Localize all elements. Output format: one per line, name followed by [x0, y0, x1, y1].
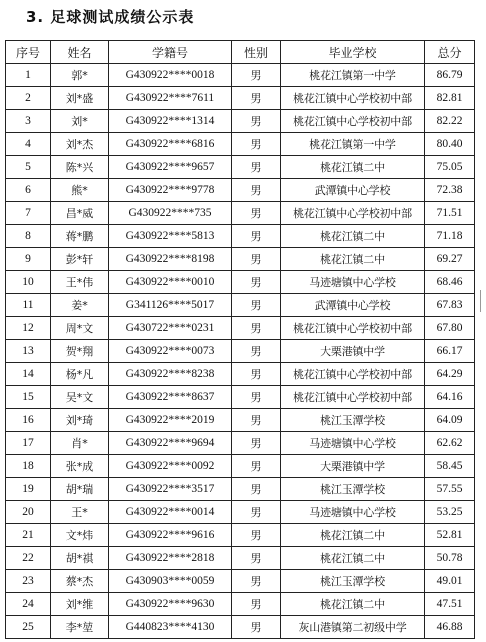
student-id-cell: G440823****4130: [109, 616, 232, 639]
total-score-cell: 66.17: [425, 340, 475, 363]
gender-cell: 男: [232, 156, 281, 179]
total-score-cell: 50.78: [425, 547, 475, 570]
table-row: [6, 340, 475, 363]
student-id-cell: G430903****0059: [109, 570, 232, 593]
row-index-cell: 25: [6, 616, 51, 639]
gender-cell: 男: [232, 317, 281, 340]
student-name-cell: 刘*盛: [51, 87, 109, 110]
row-index-cell: 6: [6, 179, 51, 202]
student-id-cell: G430922****9630: [109, 593, 232, 616]
table-row: [6, 87, 475, 110]
total-score-cell: 53.25: [425, 501, 475, 524]
table-row: [6, 225, 475, 248]
student-id-cell: G430922****9694: [109, 432, 232, 455]
school-cell: 大栗港镇中学: [281, 455, 425, 478]
table-row: [6, 455, 475, 478]
gender-cell: 男: [232, 87, 281, 110]
student-id-cell: G430922****2818: [109, 547, 232, 570]
school-cell: 桃江玉潭学校: [281, 570, 425, 593]
table-row: [6, 248, 475, 271]
table-row: [6, 202, 475, 225]
student-id-cell: G430922****9616: [109, 524, 232, 547]
student-name-cell: 刘*维: [51, 593, 109, 616]
school-cell: 桃花江镇二中: [281, 156, 425, 179]
school-cell: 桃花江镇中心学校初中部: [281, 317, 425, 340]
gender-cell: 男: [232, 248, 281, 271]
student-name-cell: 李*堃: [51, 616, 109, 639]
gender-cell: 男: [232, 340, 281, 363]
row-index-cell: 8: [6, 225, 51, 248]
gender-cell: 男: [232, 455, 281, 478]
table-body: [6, 64, 475, 639]
school-cell: 马迹塘镇中心学校: [281, 271, 425, 294]
student-id-cell: G430922****6816: [109, 133, 232, 156]
gender-cell: 男: [232, 570, 281, 593]
total-score-cell: 82.81: [425, 87, 475, 110]
table-row: [6, 179, 475, 202]
table-row: [6, 294, 475, 317]
student-id-cell: G430922****8637: [109, 386, 232, 409]
total-score-cell: 69.27: [425, 248, 475, 271]
student-id-cell: G341126****5017: [109, 294, 232, 317]
row-index-cell: 10: [6, 271, 51, 294]
table-row: [6, 64, 475, 87]
student-id-cell: G430922****0010: [109, 271, 232, 294]
student-id-cell: G430922****0092: [109, 455, 232, 478]
row-index-cell: 19: [6, 478, 51, 501]
gender-cell: 男: [232, 225, 281, 248]
school-cell: 桃花江镇中心学校初中部: [281, 110, 425, 133]
total-score-cell: 57.55: [425, 478, 475, 501]
gender-cell: 男: [232, 294, 281, 317]
student-name-cell: 蔡*杰: [51, 570, 109, 593]
school-cell: 桃花江镇第一中学: [281, 133, 425, 156]
total-score-cell: 64.29: [425, 363, 475, 386]
table-row: [6, 570, 475, 593]
gender-cell: 男: [232, 501, 281, 524]
table-row: [6, 156, 475, 179]
row-index-cell: 17: [6, 432, 51, 455]
student-id-cell: G430922****0014: [109, 501, 232, 524]
gender-cell: 男: [232, 64, 281, 87]
school-cell: 桃花江镇中心学校初中部: [281, 87, 425, 110]
total-score-cell: 86.79: [425, 64, 475, 87]
total-score-cell: 64.16: [425, 386, 475, 409]
page-title: 3. 足球测试成绩公示表: [26, 8, 195, 26]
school-cell: 桃花江镇二中: [281, 225, 425, 248]
school-cell: 桃花江镇二中: [281, 524, 425, 547]
row-index-cell: 22: [6, 547, 51, 570]
student-name-cell: 杨*凡: [51, 363, 109, 386]
student-id-cell: G430922****9657: [109, 156, 232, 179]
row-index-cell: 24: [6, 593, 51, 616]
student-id-cell: G430922****735: [109, 202, 232, 225]
total-score-cell: 49.01: [425, 570, 475, 593]
total-score-cell: 82.22: [425, 110, 475, 133]
row-index-cell: 5: [6, 156, 51, 179]
table-row: [6, 363, 475, 386]
row-index-cell: 13: [6, 340, 51, 363]
student-id-cell: G430922****0073: [109, 340, 232, 363]
student-id-cell: G430922****8198: [109, 248, 232, 271]
table-row: [6, 271, 475, 294]
total-score-cell: 67.80: [425, 317, 475, 340]
row-index-cell: 23: [6, 570, 51, 593]
column-header-gender: 性别: [232, 41, 281, 64]
table-row: [6, 616, 475, 639]
student-name-cell: 王*伟: [51, 271, 109, 294]
gender-cell: 男: [232, 593, 281, 616]
row-index-cell: 2: [6, 87, 51, 110]
gender-cell: 男: [232, 616, 281, 639]
school-cell: 桃花江镇中心学校初中部: [281, 386, 425, 409]
student-id-cell: G430922****1314: [109, 110, 232, 133]
total-score-cell: 71.18: [425, 225, 475, 248]
student-name-cell: 张*成: [51, 455, 109, 478]
row-index-cell: 3: [6, 110, 51, 133]
student-name-cell: 王*: [51, 501, 109, 524]
school-cell: 武潭镇中心学校: [281, 294, 425, 317]
table-row: [6, 133, 475, 156]
table-row: [6, 478, 475, 501]
row-index-cell: 18: [6, 455, 51, 478]
total-score-cell: 71.51: [425, 202, 475, 225]
student-name-cell: 肖*: [51, 432, 109, 455]
school-cell: 桃江玉潭学校: [281, 409, 425, 432]
student-name-cell: 蒋*鹏: [51, 225, 109, 248]
row-index-cell: 16: [6, 409, 51, 432]
column-header-name: 姓名: [51, 41, 109, 64]
table-row: [6, 110, 475, 133]
student-name-cell: 姜*: [51, 294, 109, 317]
column-header-school: 毕业学校: [281, 41, 425, 64]
row-index-cell: 4: [6, 133, 51, 156]
school-cell: 马迹塘镇中心学校: [281, 432, 425, 455]
gender-cell: 男: [232, 386, 281, 409]
total-score-cell: 64.09: [425, 409, 475, 432]
row-index-cell: 21: [6, 524, 51, 547]
column-header-student-id: 学籍号: [109, 41, 232, 64]
student-name-cell: 郭*: [51, 64, 109, 87]
gender-cell: 男: [232, 179, 281, 202]
student-name-cell: 文*炜: [51, 524, 109, 547]
table-header-row: [6, 41, 475, 64]
total-score-cell: 68.46: [425, 271, 475, 294]
school-cell: 武潭镇中心学校: [281, 179, 425, 202]
row-index-cell: 9: [6, 248, 51, 271]
gender-cell: 男: [232, 524, 281, 547]
table-row: [6, 547, 475, 570]
total-score-cell: 47.51: [425, 593, 475, 616]
row-index-cell: 14: [6, 363, 51, 386]
student-id-cell: G430922****3517: [109, 478, 232, 501]
row-index-cell: 15: [6, 386, 51, 409]
row-index-cell: 20: [6, 501, 51, 524]
student-name-cell: 周*文: [51, 317, 109, 340]
gender-cell: 男: [232, 432, 281, 455]
school-cell: 桃江玉潭学校: [281, 478, 425, 501]
row-index-cell: 1: [6, 64, 51, 87]
gender-cell: 男: [232, 271, 281, 294]
student-id-cell: G430922****8238: [109, 363, 232, 386]
total-score-cell: 67.83: [425, 294, 475, 317]
student-name-cell: 胡*祺: [51, 547, 109, 570]
student-id-cell: G430922****2019: [109, 409, 232, 432]
school-cell: 马迹塘镇中心学校: [281, 501, 425, 524]
student-name-cell: 彭*轩: [51, 248, 109, 271]
total-score-cell: 62.62: [425, 432, 475, 455]
table-row: [6, 593, 475, 616]
total-score-cell: 72.38: [425, 179, 475, 202]
student-name-cell: 刘*琦: [51, 409, 109, 432]
student-name-cell: 吴*文: [51, 386, 109, 409]
student-id-cell: G430922****5813: [109, 225, 232, 248]
table-row: [6, 409, 475, 432]
score-table: [5, 40, 475, 639]
gender-cell: 男: [232, 133, 281, 156]
column-header-score: 总分: [425, 41, 475, 64]
gender-cell: 男: [232, 202, 281, 225]
student-name-cell: 刘*杰: [51, 133, 109, 156]
student-id-cell: G430922****0018: [109, 64, 232, 87]
student-name-cell: 刘*: [51, 110, 109, 133]
gender-cell: 男: [232, 547, 281, 570]
table-row: [6, 317, 475, 340]
student-name-cell: 昌*威: [51, 202, 109, 225]
school-cell: 桃花江镇二中: [281, 593, 425, 616]
school-cell: 桃花江镇二中: [281, 547, 425, 570]
table-row: [6, 432, 475, 455]
total-score-cell: 75.05: [425, 156, 475, 179]
total-score-cell: 80.40: [425, 133, 475, 156]
total-score-cell: 58.45: [425, 455, 475, 478]
school-cell: 大栗港镇中学: [281, 340, 425, 363]
row-index-cell: 11: [6, 294, 51, 317]
student-id-cell: G430922****7611: [109, 87, 232, 110]
student-name-cell: 陈*兴: [51, 156, 109, 179]
student-id-cell: G430722****0231: [109, 317, 232, 340]
gender-cell: 男: [232, 363, 281, 386]
school-cell: 桃花江镇二中: [281, 248, 425, 271]
table-row: [6, 501, 475, 524]
student-name-cell: 贺*翔: [51, 340, 109, 363]
row-index-cell: 12: [6, 317, 51, 340]
school-cell: 桃花江镇中心学校初中部: [281, 363, 425, 386]
gender-cell: 男: [232, 409, 281, 432]
school-cell: 灰山港镇第二初级中学: [281, 616, 425, 639]
total-score-cell: 46.88: [425, 616, 475, 639]
table-row: [6, 386, 475, 409]
row-index-cell: 7: [6, 202, 51, 225]
edge-marker: [480, 290, 485, 312]
student-name-cell: 胡*瑞: [51, 478, 109, 501]
student-name-cell: 熊*: [51, 179, 109, 202]
school-cell: 桃花江镇中心学校初中部: [281, 202, 425, 225]
school-cell: 桃花江镇第一中学: [281, 64, 425, 87]
table-row: [6, 524, 475, 547]
total-score-cell: 52.81: [425, 524, 475, 547]
column-header-index: 序号: [6, 41, 51, 64]
gender-cell: 男: [232, 478, 281, 501]
student-id-cell: G430922****9778: [109, 179, 232, 202]
gender-cell: 男: [232, 110, 281, 133]
